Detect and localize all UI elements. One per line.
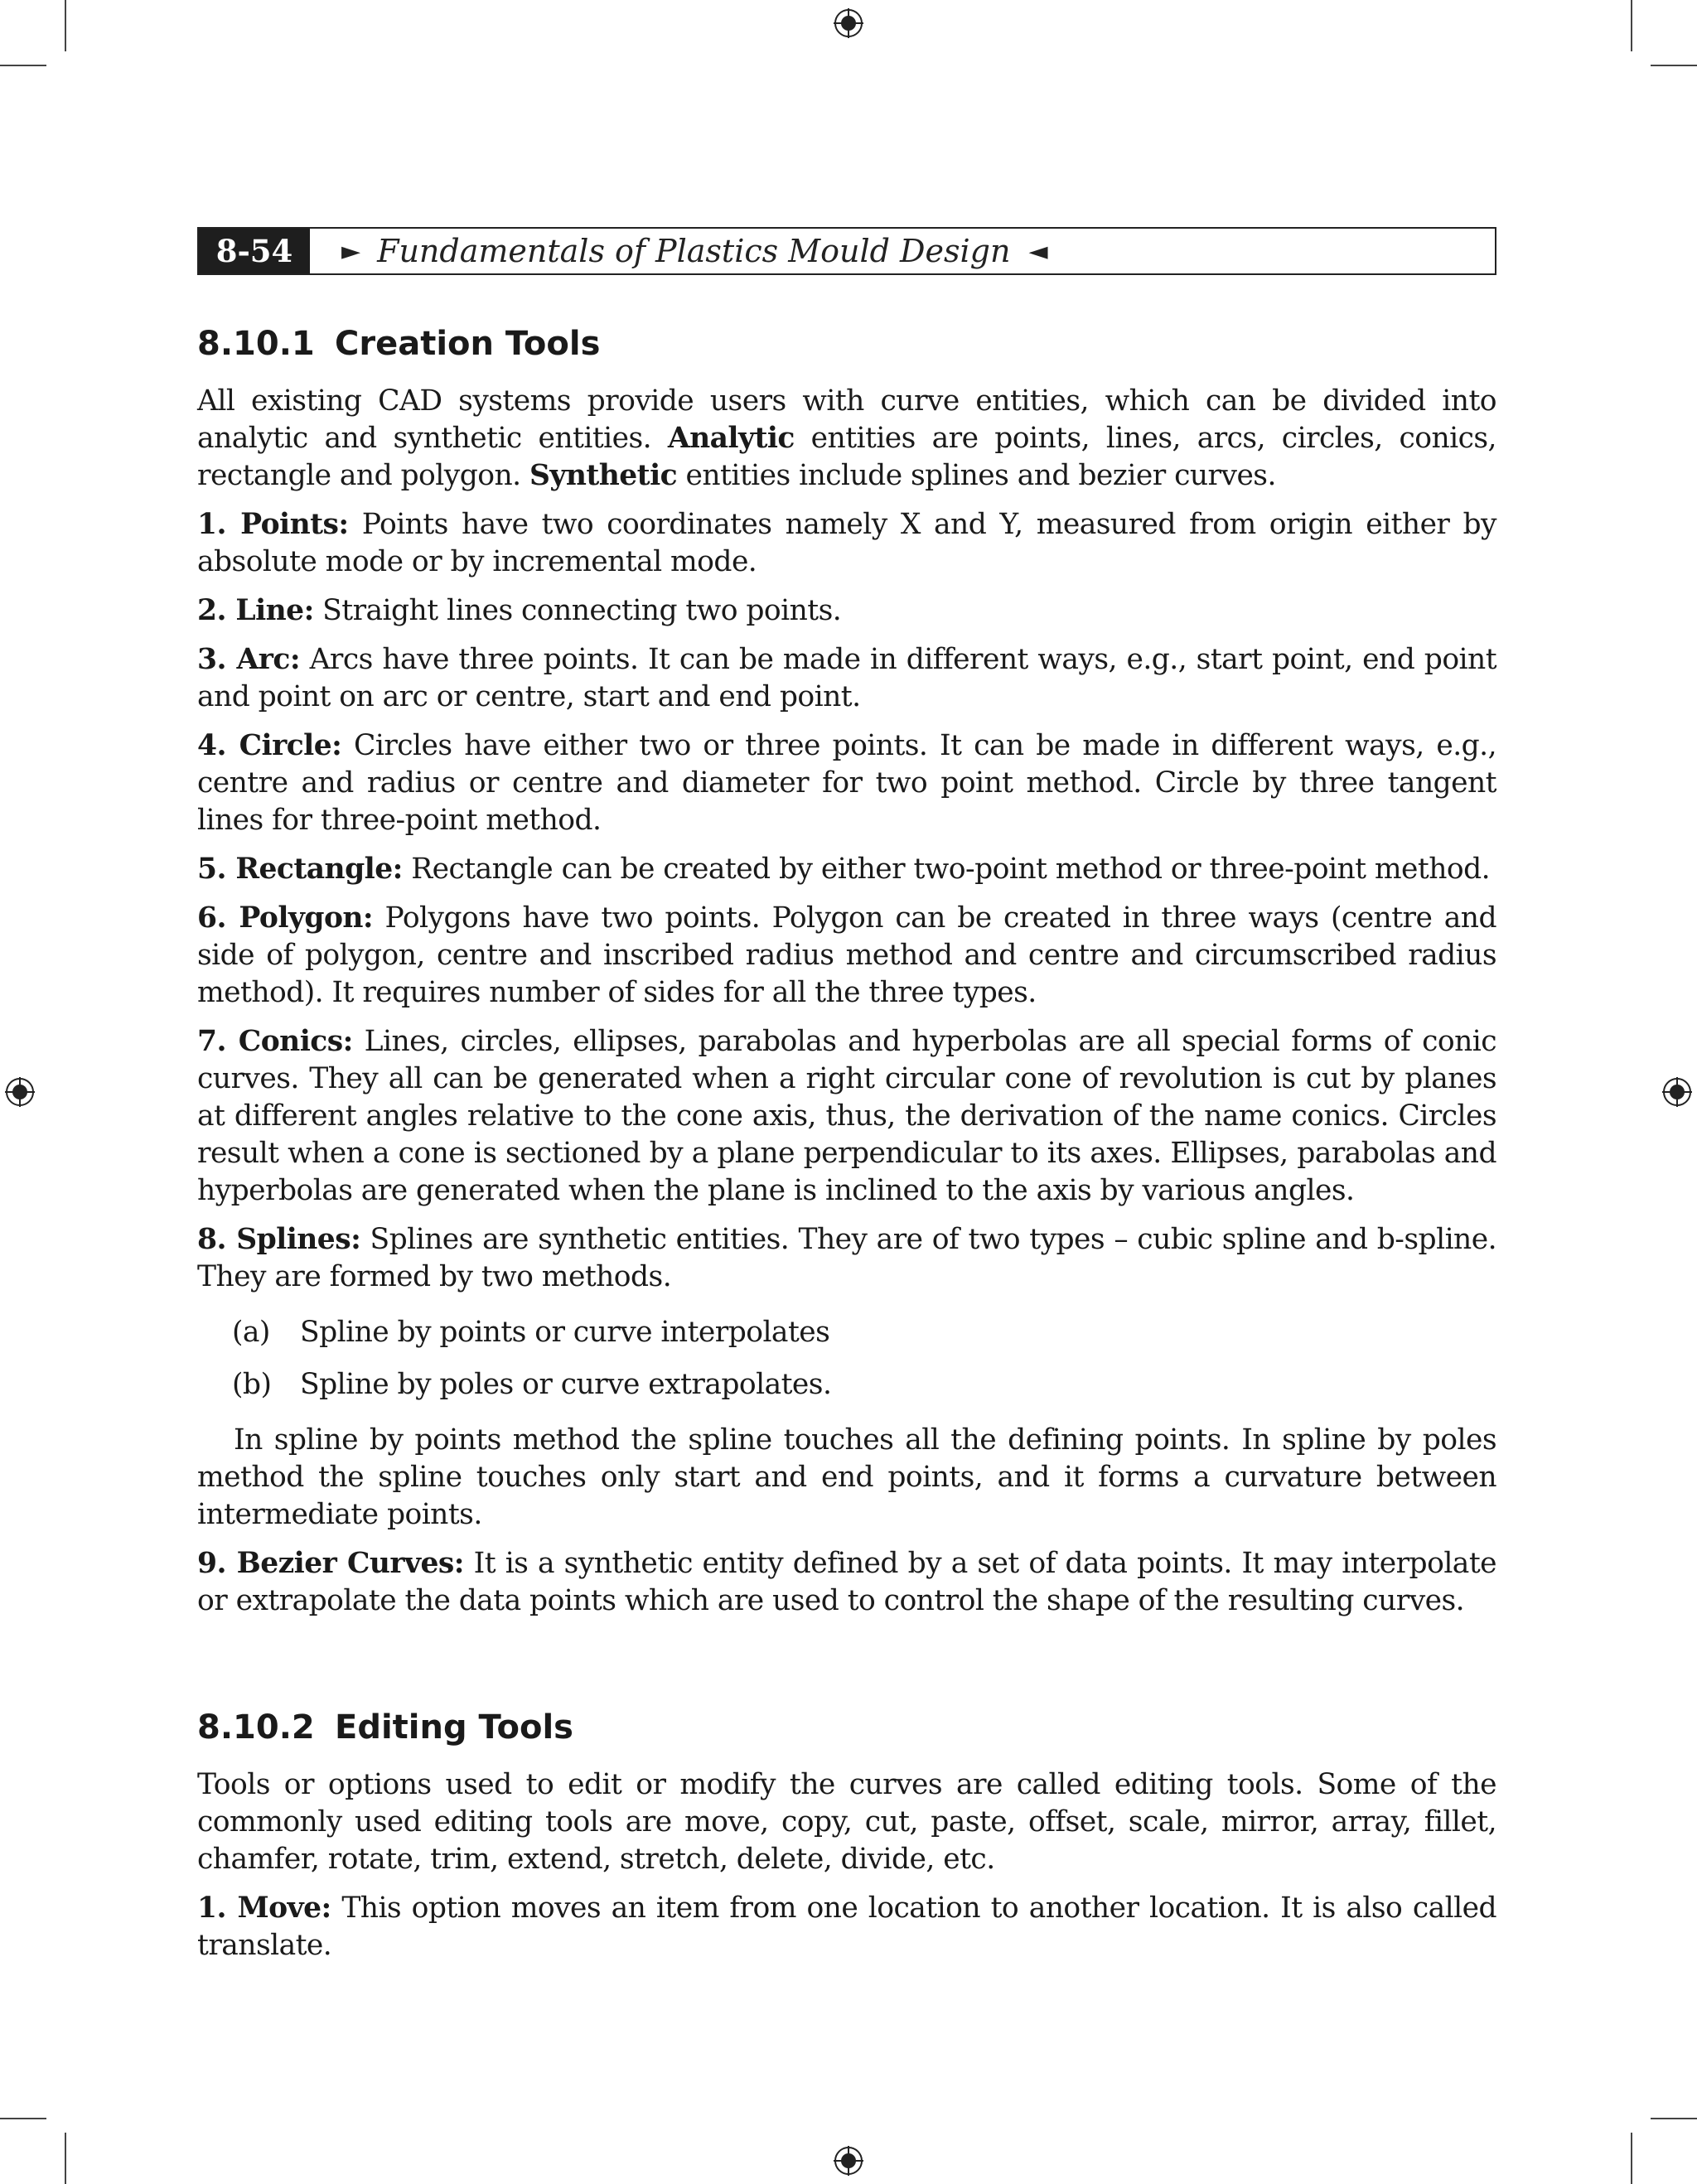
item-label: 2. Line: bbox=[197, 594, 314, 627]
section-body bbox=[197, 1766, 1496, 1976]
sub-item-text: Spline by poles or curve extrapolates. bbox=[300, 1368, 832, 1401]
book-title: Fundamentals of Plastics Mould Design bbox=[377, 233, 1011, 269]
section-heading bbox=[197, 1708, 573, 1747]
list-item bbox=[197, 592, 1496, 630]
left-arrow-icon: ◄ bbox=[1028, 236, 1048, 266]
item-text: Lines, circles, ellipses, parabolas and hyperbolas are all special forms of conic curves. They all can be generated when a right circular cone of revolution is cut by planes at different angles relative to the cone axis, thus, the derivation of the name conics. Circles result when a cone is sectioned by a plane perpendicular to its axes. Ellipses, parabolas and hyperbolas are generated when the plane is inclined to the axis by various angles. bbox=[197, 1025, 1496, 1207]
crop-mark bbox=[65, 2133, 66, 2184]
crop-mark bbox=[0, 65, 46, 66]
item-label: 4. Circle: bbox=[197, 729, 342, 762]
registration-mark-icon bbox=[832, 2144, 865, 2177]
list-item bbox=[197, 900, 1496, 1012]
sub-list-item bbox=[232, 1314, 1496, 1351]
item-text: It is a synthetic entity defined by a set of data points. It may interpolate or extrapolate the data points which are used to control the shape of the resulting curves. bbox=[197, 1547, 1496, 1617]
running-header bbox=[197, 227, 1496, 275]
crop-mark bbox=[0, 2118, 46, 2119]
intro-text: entities include splines and bezier curves. bbox=[677, 459, 1276, 492]
item-label: 1. Move: bbox=[197, 1892, 331, 1925]
sub-list-item bbox=[232, 1366, 1496, 1404]
list-item bbox=[197, 727, 1496, 839]
item-label: 6. Polygon: bbox=[197, 901, 374, 935]
term-analytic: Analytic bbox=[667, 422, 795, 455]
crop-mark bbox=[1631, 2133, 1632, 2184]
section-title: Editing Tools bbox=[335, 1708, 573, 1747]
list-item bbox=[197, 851, 1496, 888]
intro-paragraph bbox=[197, 383, 1496, 495]
item-text: Points have two coordinates namely X and Y, measured from origin either by absolute mode or by incremental mode. bbox=[197, 508, 1496, 578]
sub-item-text: Spline by points or curve interpolates bbox=[300, 1316, 830, 1349]
sub-item-label: (b) bbox=[232, 1368, 272, 1401]
section-body bbox=[197, 383, 1496, 1631]
term-synthetic: Synthetic bbox=[529, 459, 678, 492]
item-label: 7. Conics: bbox=[197, 1025, 353, 1058]
crop-mark bbox=[65, 0, 66, 51]
section-number: 8.10.2 bbox=[197, 1708, 315, 1747]
item-text: This option moves an item from one location to another location. It is also called translate. bbox=[197, 1892, 1496, 1962]
item-text: Arcs have three points. It can be made in different ways, e.g., start point, end point and point on arc or centre, start and end point. bbox=[197, 643, 1497, 713]
registration-mark-icon bbox=[832, 7, 865, 40]
intro-text: entities are points, lines, arcs, circles, conics, rectangle and polygon. bbox=[197, 422, 1496, 492]
item-text: Splines are synthetic entities. They are of two types – cubic spline and b-spline. They are formed by two methods. bbox=[197, 1223, 1497, 1293]
list-item bbox=[197, 506, 1496, 581]
page-number: 8-54 bbox=[199, 229, 310, 273]
item-text: Rectangle can be created by either two-point method or three-point method. bbox=[402, 853, 1491, 886]
list-item bbox=[197, 1023, 1496, 1210]
item-text: Polygons have two points. Polygon can be created in three ways (centre and side of polygon, centre and inscribed radius method and centre and circumscribed radius method). It requires number of sides for all the three types. bbox=[197, 901, 1496, 1009]
intro-text: All existing CAD systems provide users with curve entities, which can be divided into analytic and synthetic entities. bbox=[197, 384, 1496, 455]
item-text: Circles have either two or three points. It can be made in different ways, e.g., centre and radius or centre and diameter for two point method. Circle by three tangent lines for three-point method. bbox=[197, 729, 1496, 837]
item-label: 9. Bezier Curves: bbox=[197, 1547, 464, 1580]
section-heading bbox=[197, 325, 600, 363]
spline-paragraph: In spline by points method the spline touches all the defining points. In spline by poles method the spline touches only start and end points, and it forms a curvature between intermediate points. bbox=[197, 1423, 1496, 1531]
registration-mark-icon bbox=[3, 1075, 36, 1109]
crop-mark bbox=[1651, 65, 1697, 66]
item-label: 8. Splines: bbox=[197, 1223, 361, 1256]
item-label: 3. Arc: bbox=[197, 643, 301, 676]
section-title: Creation Tools bbox=[335, 325, 601, 363]
list-item bbox=[197, 1545, 1496, 1620]
intro-paragraph: Tools or options used to edit or modify the curves are called editing tools. Some of the commonly used editing tools are move, copy, cut, paste, offset, scale, mirror, array, fillet, chamfer, rotate, trim, extend, stretch, delete, divide, etc. bbox=[197, 1768, 1496, 1876]
item-label: 1. Points: bbox=[197, 508, 349, 541]
sub-item-label: (a) bbox=[232, 1316, 270, 1349]
list-item bbox=[197, 641, 1496, 716]
item-label: 5. Rectangle: bbox=[197, 853, 403, 886]
crop-mark bbox=[1651, 2118, 1697, 2119]
list-item bbox=[197, 1221, 1496, 1296]
list-item bbox=[197, 1890, 1496, 1964]
registration-mark-icon bbox=[1661, 1075, 1694, 1109]
item-text: Straight lines connecting two points. bbox=[313, 594, 842, 627]
crop-mark bbox=[1631, 0, 1632, 51]
right-arrow-icon: ► bbox=[341, 236, 361, 266]
section-number: 8.10.1 bbox=[197, 325, 315, 363]
